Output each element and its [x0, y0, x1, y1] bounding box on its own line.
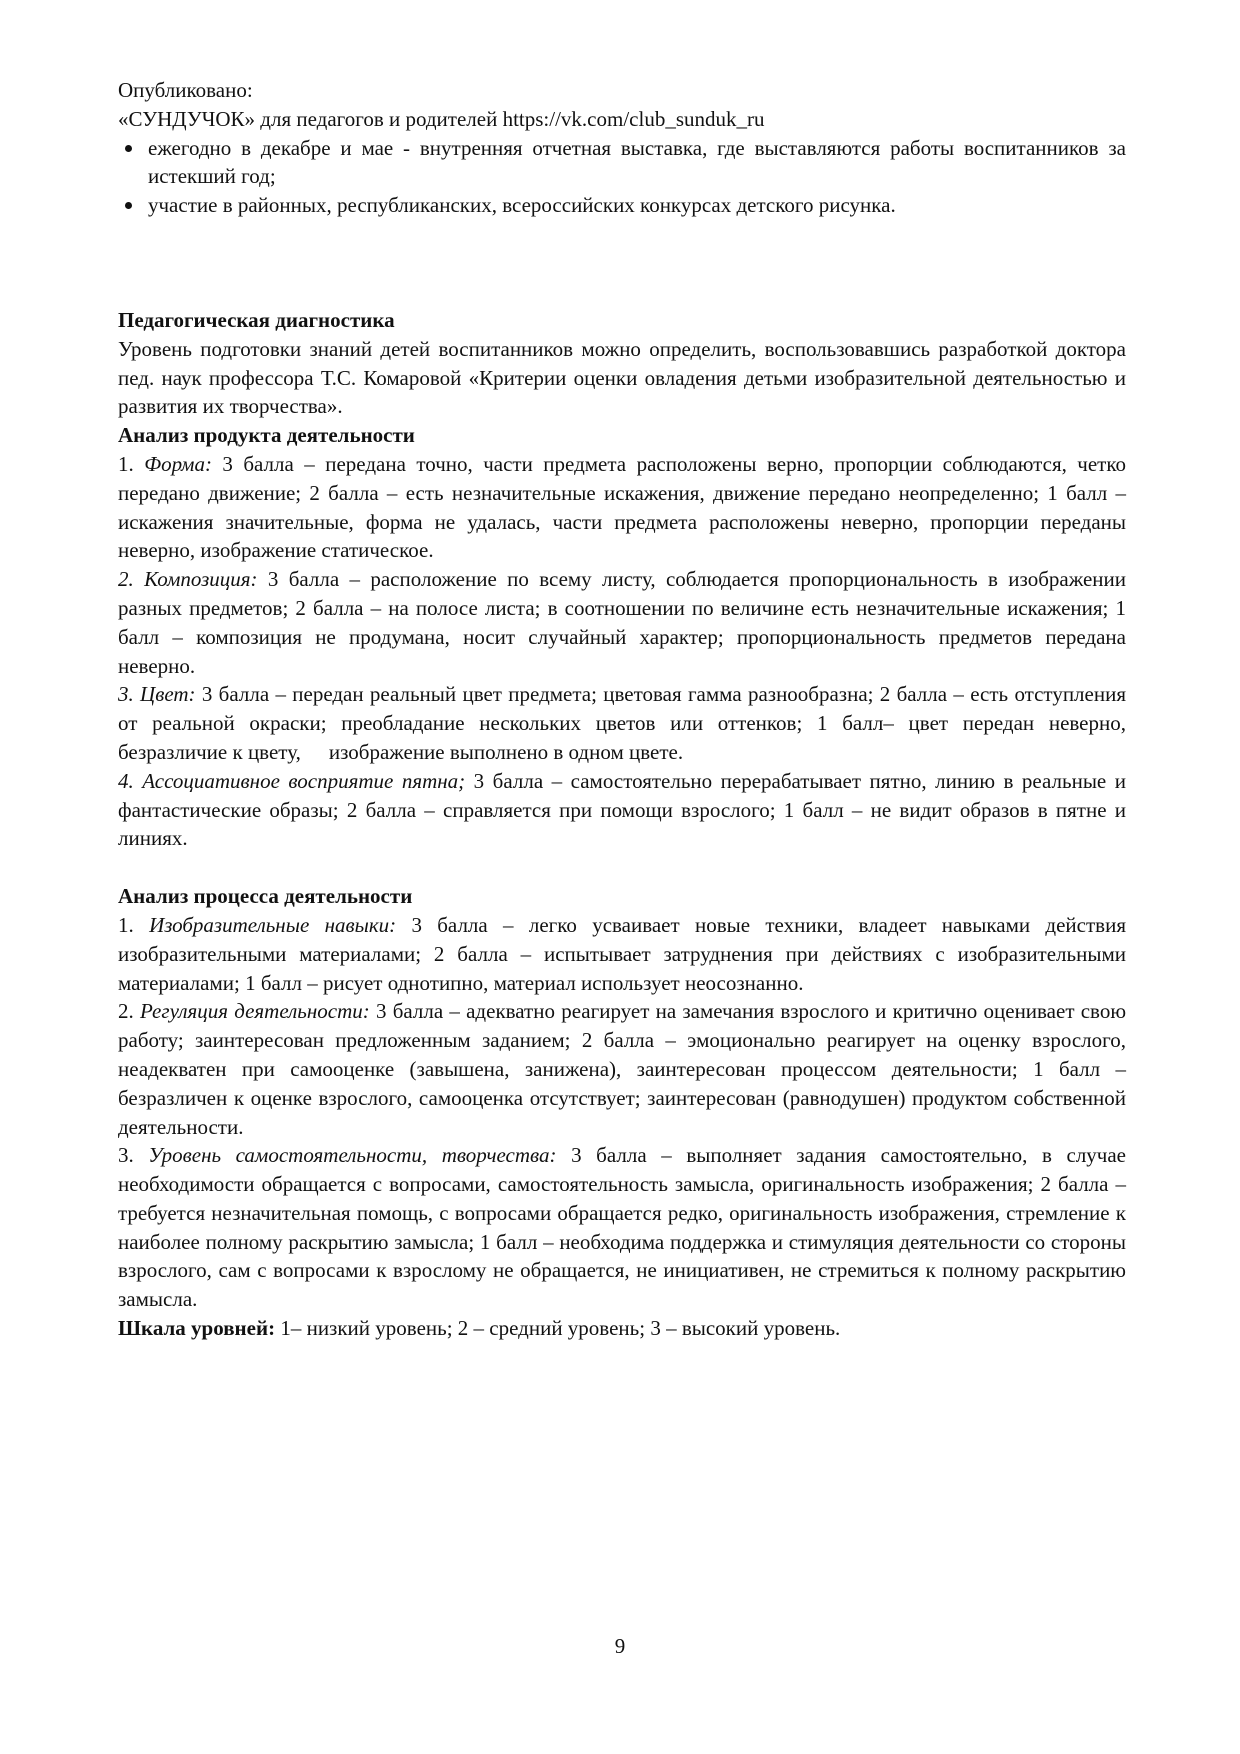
- criterion-independence: [118, 1141, 1126, 1314]
- criterion-text-tail: изображение выполнено в одном цвете.: [328, 739, 684, 764]
- process-analysis-heading: Анализ процесса деятельности: [118, 884, 413, 909]
- criterion-skills: [118, 911, 1126, 997]
- criterion-text: 3 балла – адекватно реагирует на замечания взрослого и критично оценивает свою работу; заинтересован предложенным заданием; 2 балла – эмоционально реагирует на оценку взрослого, неадекватен при самооценке (завышена, занижена), заинтересован процессом деятельности; 1 балл – безразличен к оценке взрослого, самооценка отсутствует; заинтересован (равнодушен) продуктом собственной деятельности.: [118, 999, 1127, 1139]
- scale-label: Шкала уровней:: [118, 1316, 276, 1341]
- diagnostics-intro: Уровень подготовки знаний детей воспитанников можно определить, воспользовавшись разработкой доктора пед. наук профессора Т.С. Комаровой «Критерии оценки овладения детьми изобразительной деятельностью и развития их творчества».: [118, 336, 1126, 419]
- page-number: 9: [614, 1634, 626, 1658]
- criterion-form: [118, 450, 1126, 565]
- criterion-term: 3. Цвет:: [118, 682, 196, 707]
- criterion-text: 3 балла – передана точно, части предмета расположены верно, пропорции соблюдаются, четко передано движение; 2 балла – есть незначительные искажения, движение передано неопределенно; 1 балл – искажения значительные, форма не удалась, части предмета расположены неверно, пропорции переданы неверно, изображение статическое.: [118, 451, 1126, 563]
- criterion-association: [118, 767, 1126, 853]
- bullet-item: участие в районных, республиканских, всероссийских конкурсах детского рисунка.: [118, 191, 1126, 220]
- criterion-regulation: [118, 997, 1126, 1141]
- criterion-number: 1.: [118, 451, 145, 476]
- criterion-number: 3.: [118, 1143, 149, 1168]
- diagnostics-heading: Педагогическая диагностика: [118, 307, 395, 332]
- criterion-term: 2. Композиция:: [118, 567, 258, 592]
- criterion-text: 3 балла – выполняет задания самостоятельно, в случае необходимости обращается с вопросами, самостоятельность замысла, оригинальность изображения; 2 балла – требуется незначительная помощь, с вопросами обращается редко, оригинальность изображения, стремление к наиболее полному раскрытию замысла; 1 балл – необходима поддержка и стимуляция деятельности со стороны взрослого, сам с вопросами к взрослому не обращается, не инициативен, не стремиться к полному раскрытию замысла.: [118, 1143, 1126, 1312]
- criterion-text: 3 балла – самостоятельно перерабатывает пятно, линию в реальные и фантастические образы; 2 балла – справляется при помощи взрослого; 1 балл – не видит образов в пятне и линиях.: [118, 768, 1126, 851]
- criterion-text: 3 балла – легко усваивает новые техники, владеет навыками действия изобразительными материалами; 2 балла – испытывает затруднения при действиях с изобразительными материалами; 1 балл – рисует однотипно, материал использует неосознанно.: [118, 912, 1126, 995]
- criterion-text: 3 балла – передан реальный цвет предмета; цветовая гамма разнообразна; 2 балла – есть отступления от реальной окраски; преобладание нескольких цветов или оттенков; 1 балл– цвет передан неверно, безразличие к цвету,: [118, 682, 1126, 764]
- criterion-term: Изобразительные навыки:: [149, 912, 397, 937]
- page-content: [118, 76, 1126, 1343]
- criterion-term: 4. Ассоциативное восприятие пятна;: [118, 768, 466, 793]
- published-label: Опубликовано:: [118, 78, 253, 102]
- criterion-composition: [118, 565, 1126, 680]
- criterion-color: [118, 680, 1126, 766]
- bullet-list: [118, 134, 1126, 220]
- criterion-number: 2.: [118, 999, 140, 1024]
- criterion-term: Форма:: [144, 451, 212, 476]
- bullet-item: ежегодно в декабре и мае - внутренняя отчетная выставка, где выставляются работы воспитанников за истекший год;: [118, 134, 1126, 192]
- criterion-text: 3 балла – расположение по всему листу, соблюдается пропорциональность в изображении разных предметов; 2 балла – на полосе листа; в соотношении по величине есть незначительные искажения; 1 балл – композиция не продумана, носит случайный характер; пропорциональность предметов передана неверно.: [118, 567, 1126, 678]
- criterion-term: Регуляция деятельности:: [139, 999, 370, 1024]
- source-line: «СУНДУЧОК» для педагогов и родителей https://vk.com/club_sunduk_ru: [118, 106, 765, 131]
- product-analysis-heading: Анализ продукта деятельности: [118, 423, 415, 448]
- level-scale: [118, 1314, 1126, 1343]
- scale-text: 1– низкий уровень; 2 – средний уровень; 3 – высокий уровень.: [275, 1316, 841, 1341]
- criterion-term: Уровень самостоятельности, творчества:: [148, 1143, 557, 1168]
- criterion-number: 1.: [118, 912, 150, 937]
